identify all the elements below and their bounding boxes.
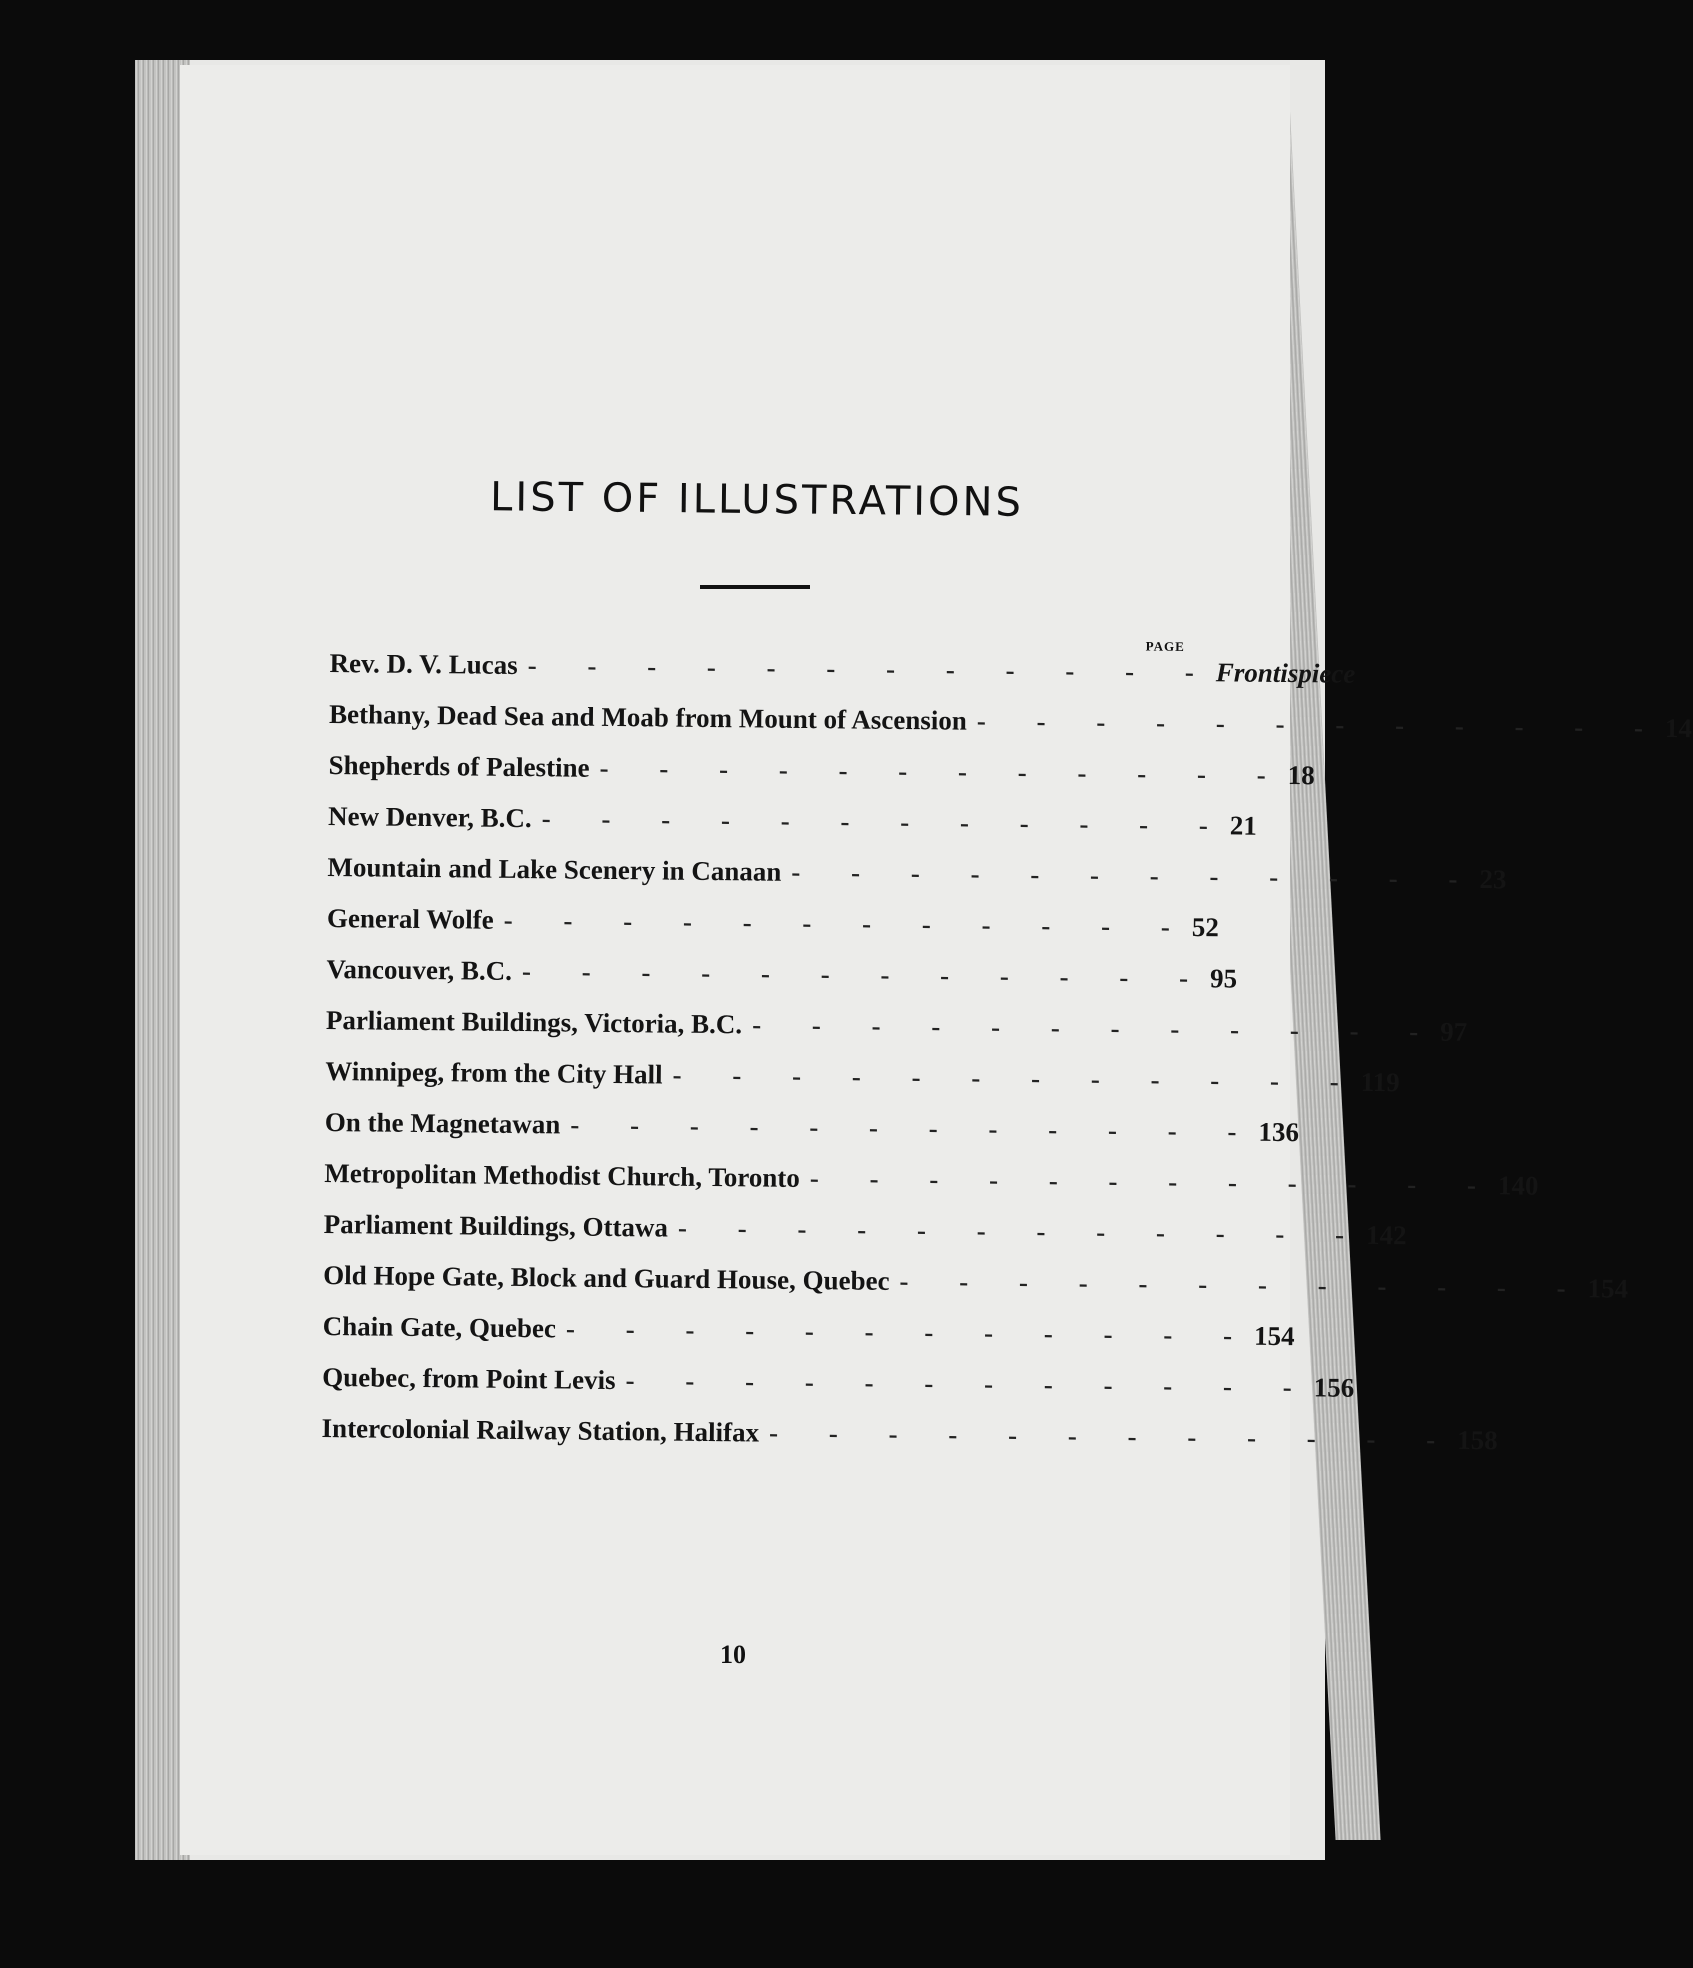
entry-page: 154 bbox=[1253, 1320, 1295, 1352]
entry-title: Mountain and Lake Scenery in Canaan bbox=[327, 851, 782, 887]
entry-page: 154 bbox=[1587, 1273, 1629, 1304]
title-rule bbox=[700, 585, 810, 589]
list-item bbox=[327, 800, 1258, 861]
entry-page: 21 bbox=[1229, 810, 1258, 841]
entry-title: Intercolonial Railway Station, Halifax bbox=[321, 1412, 760, 1448]
entry-page: 97 bbox=[1440, 1016, 1468, 1047]
dot-leaders: - - - - - - - - - - - - bbox=[976, 705, 1666, 743]
entry-page: 14 bbox=[1664, 712, 1693, 744]
entry-title: New Denver, B.C. bbox=[327, 800, 532, 834]
dot-leaders: - - - - - - - - - - - - bbox=[527, 650, 1216, 688]
dot-leaders: - - - - - - - - - - - - bbox=[899, 1266, 1588, 1304]
dot-leaders: - - - - - - - - - - - - bbox=[677, 1212, 1367, 1250]
entry-title: Winnipeg, from the City Hall bbox=[325, 1055, 663, 1090]
dot-leaders: - - - - - - - - - - - - bbox=[791, 856, 1480, 895]
dot-leaders: - - - - - - - - - - - - bbox=[768, 1417, 1458, 1455]
entry-title: General Wolfe bbox=[326, 902, 494, 935]
list-item bbox=[321, 1412, 1498, 1473]
dot-leaders: - - - - - - - - - - - - bbox=[752, 1009, 1441, 1047]
list-item bbox=[328, 698, 1693, 759]
entry-page: 95 bbox=[1209, 963, 1238, 994]
entry-title: Parliament Buildings, Ottawa bbox=[323, 1208, 669, 1243]
entry-title: Old Hope Gate, Block and Guard House, Quebec bbox=[323, 1259, 890, 1296]
entry-title: Chain Gate, Quebec bbox=[322, 1310, 557, 1344]
entry-page: 156 bbox=[1313, 1372, 1355, 1403]
list-item bbox=[325, 1004, 1468, 1065]
entry-page: 140 bbox=[1497, 1170, 1539, 1201]
page-number: 10 bbox=[720, 1640, 746, 1669]
dot-leaders: - - - - - - - - - - - - bbox=[541, 803, 1231, 841]
entry-title: Parliament Buildings, Victoria, B.C. bbox=[325, 1004, 743, 1040]
list-item bbox=[329, 647, 1356, 708]
illustrations-list bbox=[321, 630, 1693, 1473]
entry-page: 23 bbox=[1479, 864, 1507, 895]
dot-leaders: - - - - - - - - - - - - bbox=[521, 956, 1211, 994]
page-column-label: PAGE bbox=[1145, 638, 1185, 654]
entry-page: 136 bbox=[1258, 1116, 1300, 1148]
entry-title: Bethany, Dead Sea and Moab from Mount of Ascension bbox=[328, 698, 968, 736]
list-item bbox=[324, 1157, 1539, 1218]
page-title: LIST OF ILLUSTRATIONS bbox=[489, 474, 1025, 526]
list-item bbox=[326, 902, 1219, 963]
dot-leaders: - - - - - - - - - - - - bbox=[809, 1163, 1499, 1201]
dot-leaders: - - - - - - - - - - - - bbox=[503, 904, 1192, 943]
dot-leaders: - - - - - - - - - - - - bbox=[625, 1365, 1314, 1403]
list-item bbox=[323, 1208, 1407, 1269]
list-item bbox=[322, 1310, 1295, 1371]
list-item bbox=[324, 1106, 1300, 1167]
entry-title: Quebec, from Point Levis bbox=[322, 1361, 616, 1396]
list-item bbox=[328, 749, 1315, 810]
entry-title: Shepherds of Palestine bbox=[328, 749, 590, 783]
list-item bbox=[327, 851, 1507, 912]
entry-page: 18 bbox=[1287, 760, 1315, 791]
entry-page: 119 bbox=[1360, 1066, 1400, 1098]
entry-title: Metropolitan Methodist Church, Toronto bbox=[324, 1157, 800, 1193]
list-item bbox=[322, 1361, 1355, 1422]
list-item bbox=[326, 953, 1238, 1014]
list-item bbox=[325, 1055, 1400, 1116]
list-item bbox=[323, 1259, 1629, 1320]
entry-title: Vancouver, B.C. bbox=[326, 953, 513, 986]
entry-page: 158 bbox=[1457, 1424, 1498, 1456]
dot-leaders: - - - - - - - - - - - - bbox=[565, 1313, 1255, 1351]
dot-leaders: - - - - - - - - - - - - bbox=[599, 752, 1288, 791]
entry-title: Rev. D. V. Lucas bbox=[329, 647, 518, 680]
entry-page: 52 bbox=[1191, 912, 1219, 943]
entry-page: Frontispiece bbox=[1215, 657, 1356, 689]
dot-leaders: - - - - - - - - - - - - bbox=[672, 1059, 1361, 1097]
book-page bbox=[180, 65, 1693, 1855]
dot-leaders: - - - - - - - - - - - - bbox=[570, 1109, 1259, 1147]
entry-title: On the Magnetawan bbox=[324, 1106, 561, 1140]
entry-page: 142 bbox=[1365, 1219, 1407, 1251]
